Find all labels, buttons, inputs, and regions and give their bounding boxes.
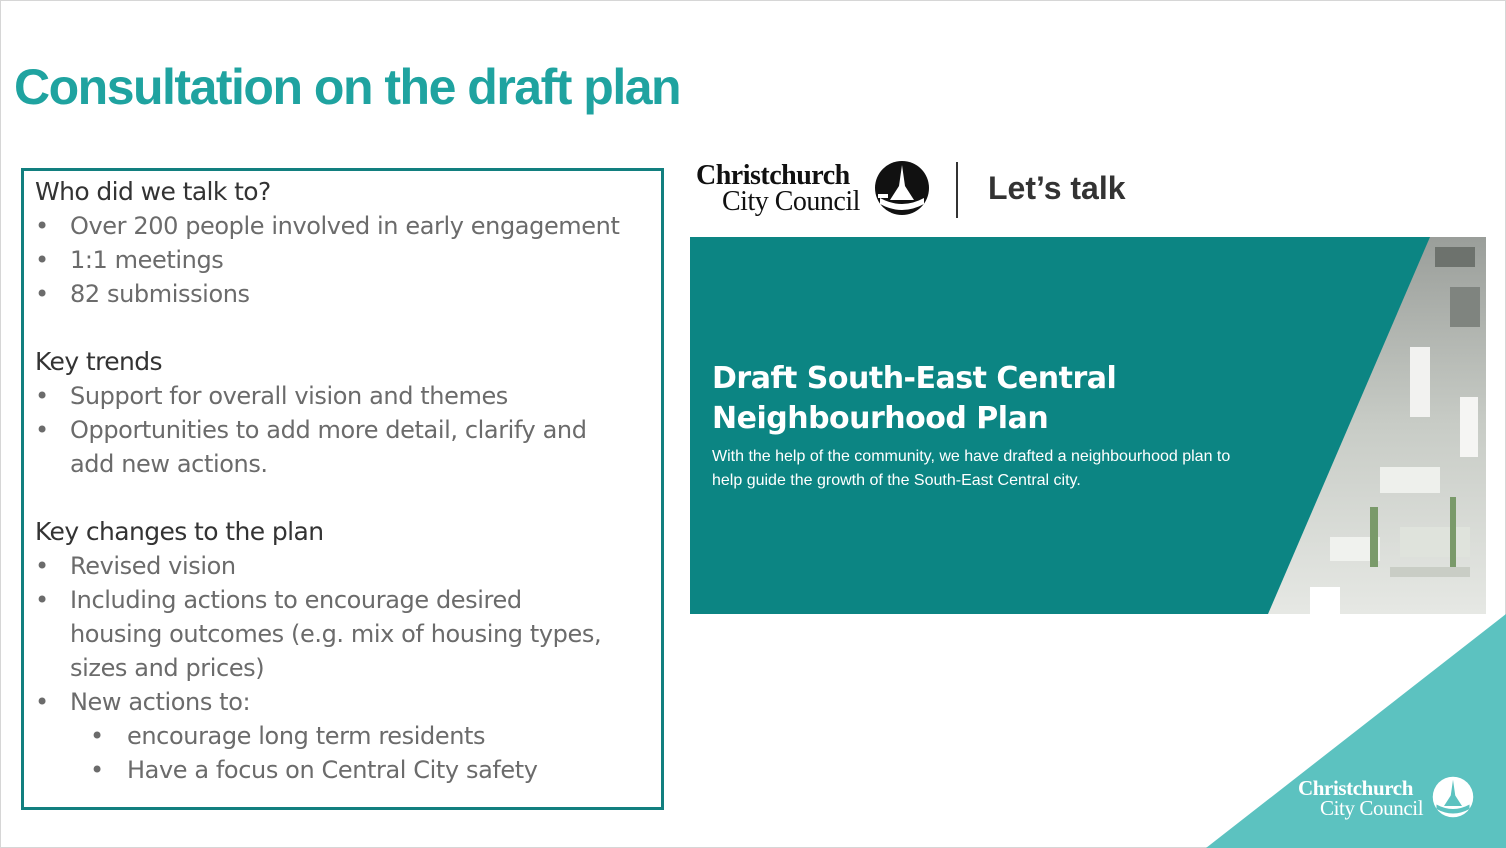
- banner-title: Draft South-East Central Neighbourhood Plan: [712, 361, 1117, 436]
- list-item-text: Over 200 people involved in early engagement: [70, 212, 620, 240]
- plan-banner: [690, 237, 1486, 614]
- logo-line2: City Council: [722, 186, 860, 217]
- bullet: •: [35, 416, 49, 444]
- logo-line1: Christchurch: [1298, 776, 1413, 800]
- list-item-text: 82 submissions: [70, 280, 250, 308]
- bullet: •: [35, 246, 49, 274]
- bullet: •: [35, 382, 49, 410]
- list-item-text: Opportunities to add more detail, clarify and: [70, 416, 587, 444]
- bullet: •: [90, 756, 104, 784]
- list-item-text: add new actions.: [70, 450, 268, 478]
- bullet: •: [35, 586, 49, 614]
- bullet: •: [90, 722, 104, 750]
- bullet: •: [35, 280, 49, 308]
- list-item-text: 1:1 meetings: [70, 246, 224, 274]
- bullet: •: [35, 212, 49, 240]
- lets-talk-tagline: Let’s talk: [988, 170, 1126, 206]
- section-heading: Who did we talk to?: [35, 177, 271, 206]
- list-item-text: Have a focus on Central City safety: [127, 756, 538, 784]
- bullet: •: [35, 688, 49, 716]
- christchurch-logo-footer: [1298, 776, 1478, 826]
- content-box: [21, 168, 664, 810]
- logo-line1: Christchurch: [696, 160, 850, 191]
- cathedral-emblem-icon: [874, 160, 930, 216]
- list-item-text: Support for overall vision and themes: [70, 382, 508, 410]
- list-item-text: Including actions to encourage desired: [70, 586, 522, 614]
- logo-line2: City Council: [1320, 796, 1424, 820]
- logo-divider: [956, 162, 958, 218]
- christchurch-logo: [696, 160, 936, 220]
- list-item-text: housing outcomes (e.g. mix of housing types,: [70, 620, 602, 648]
- banner-description: With the help of the community, we have drafted a neighbourhood plan to help guide the growth of the South-East Central city.: [712, 448, 1231, 489]
- list-item-text: Revised vision: [70, 552, 236, 580]
- list-item-text: New actions to:: [70, 688, 251, 716]
- section-heading: Key changes to the plan: [35, 517, 324, 546]
- list-item-text: sizes and prices): [70, 654, 265, 682]
- bullet: •: [35, 552, 49, 580]
- section-heading: Key trends: [35, 347, 162, 376]
- list-item-text: encourage long term residents: [127, 722, 486, 750]
- slide-title: Consultation on the draft plan: [14, 59, 681, 115]
- cathedral-emblem-icon: [1432, 776, 1474, 818]
